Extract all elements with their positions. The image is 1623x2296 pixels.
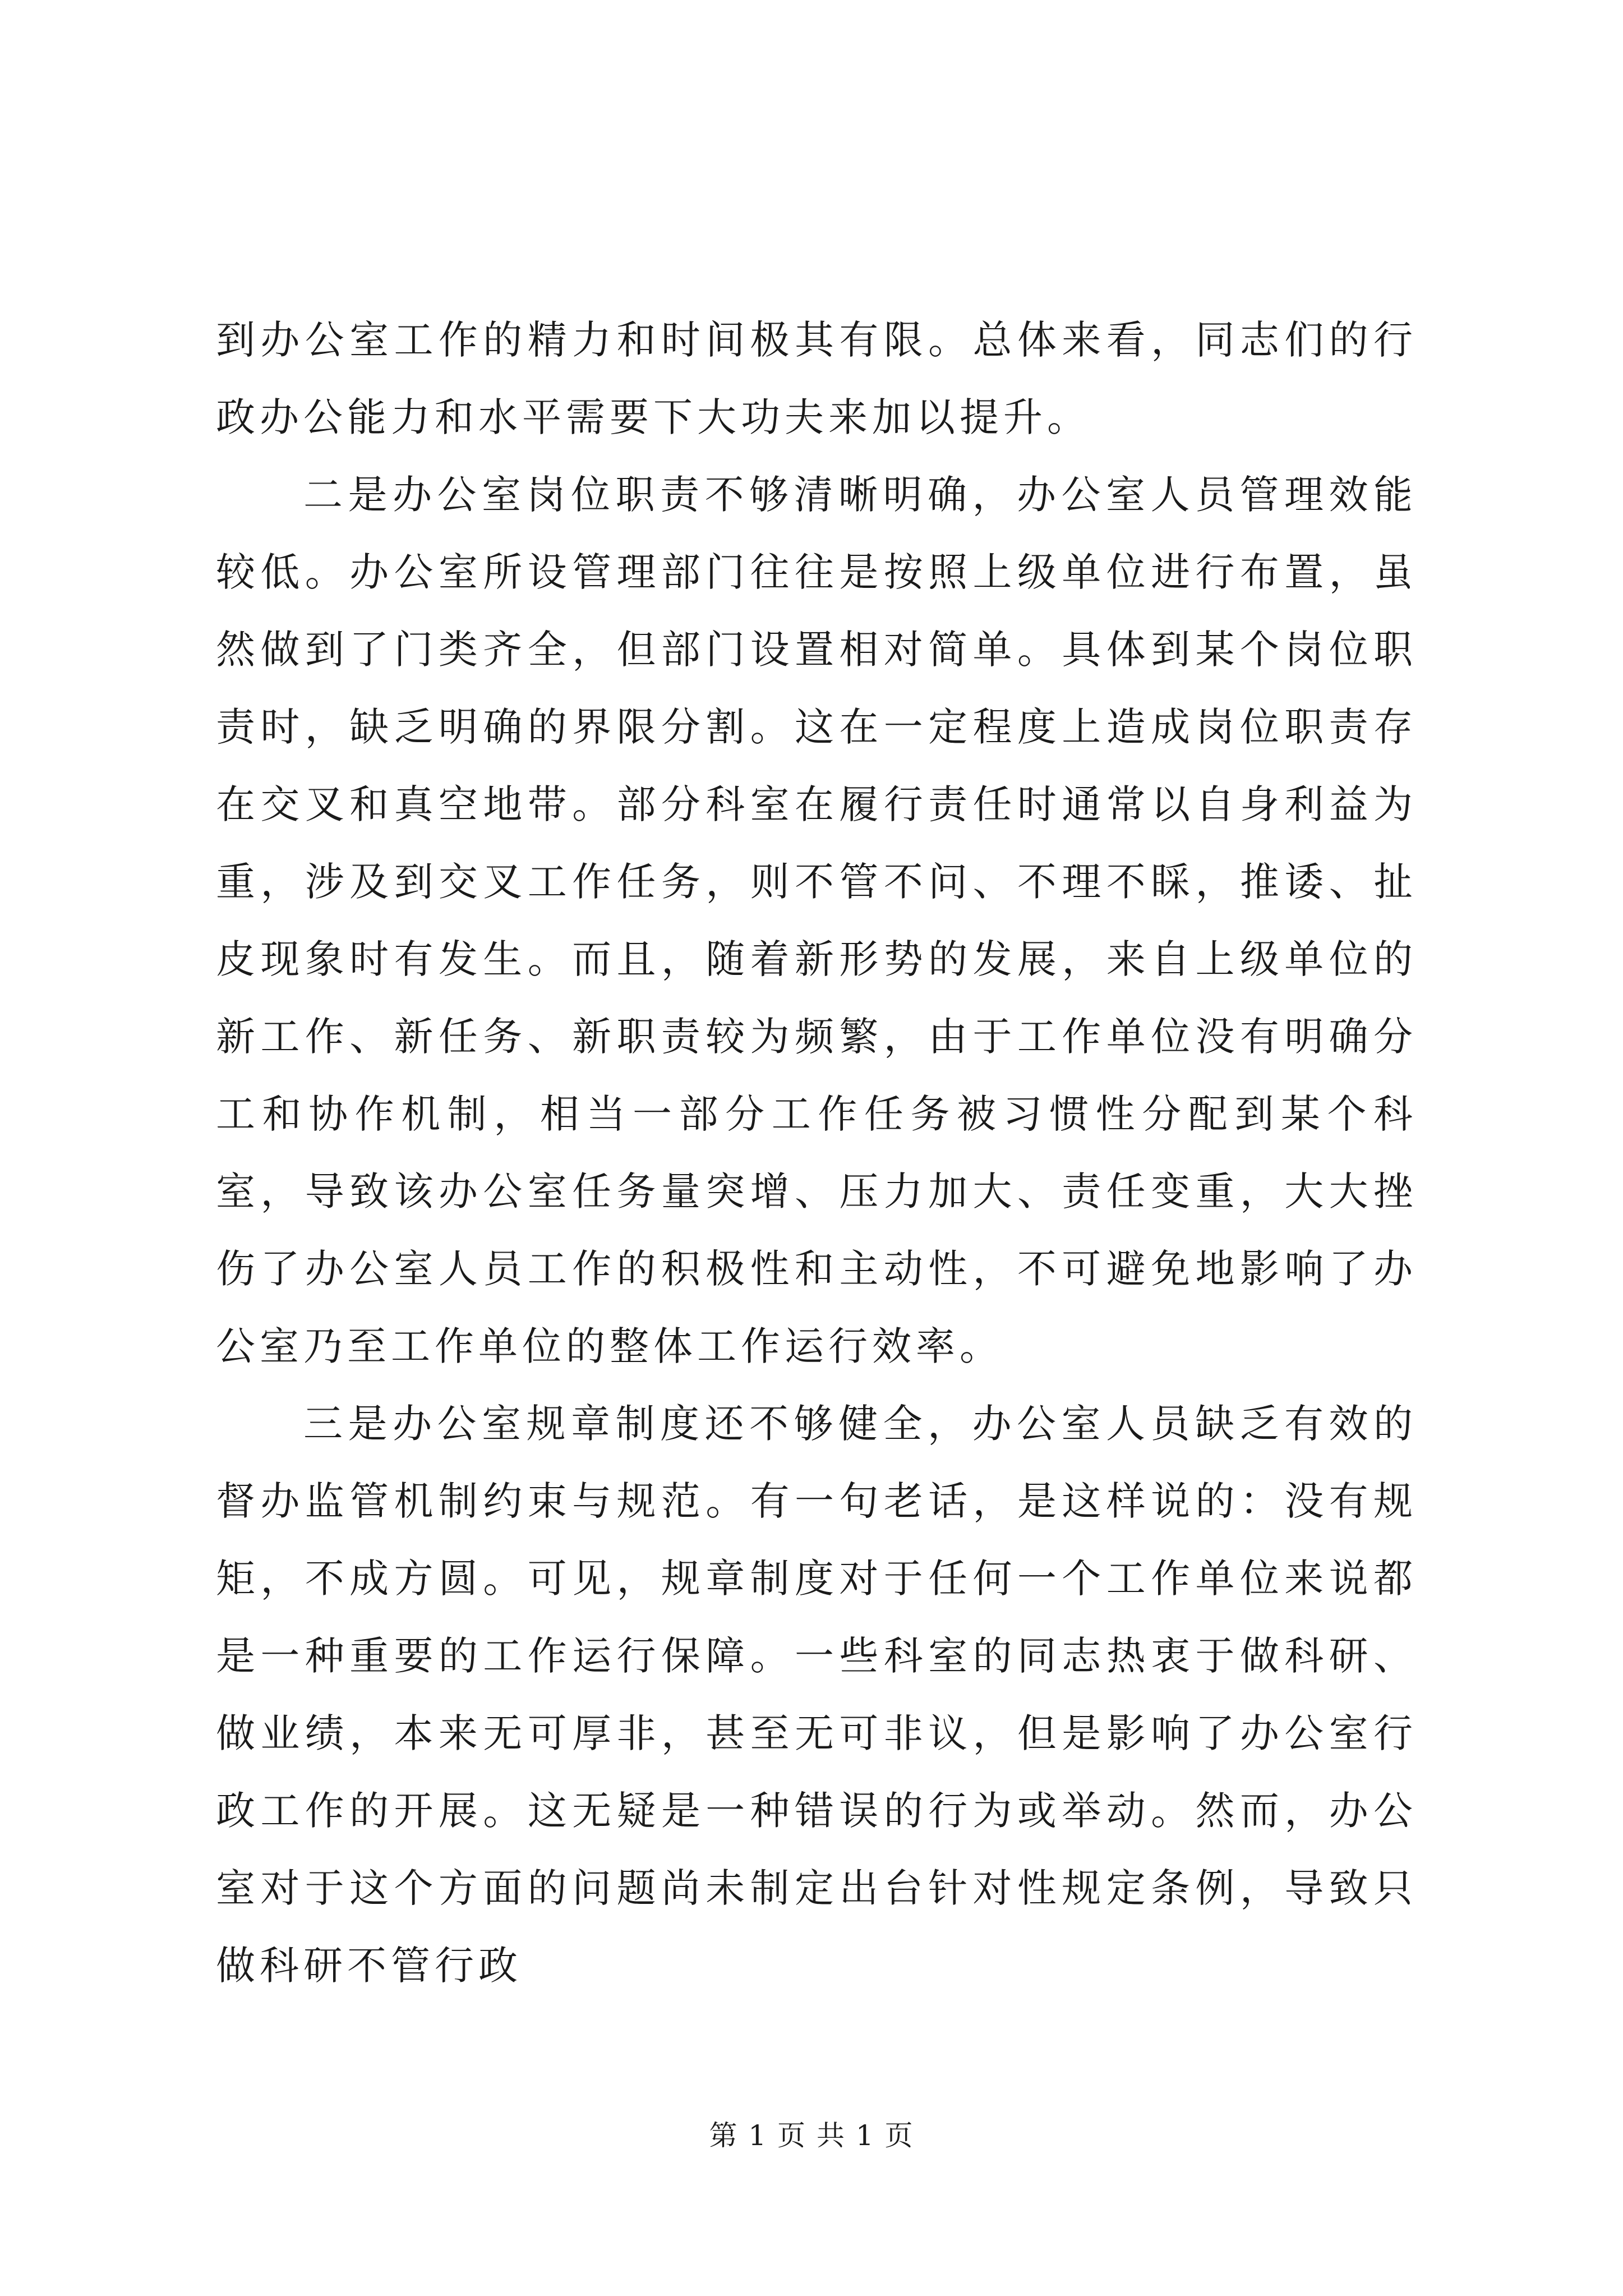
paragraph-point-two: 二是办公室岗位职责不够清晰明确，办公室人员管理效能较低。办公室所设管理部门往往是按照上级单位进行布置，虽然做到了门类齐全，但部门设置相对简单。具体到某个岗位职责时，缺乏明确的界限分割。这在一定程度上造成岗位职责存在交叉和真空地带。部分科室在履行责任时通常以自身利益为重，涉及到交叉工作任务，则不管不问、不理不睬，推诿、扯皮现象时有发生。而且，随着新形势的发展，来自上级单位的新工作、新任务、新职责较为频繁，由于工作单位没有明确分工和协作机制，相当一部分工作任务被习惯性分配到某个科室，导致该办公室任务量突增、压力加大、责任变重，大大挫伤了办公室人员工作的积极性和主动性，不可避免地影响了办公室乃至工作单位的整体工作运行效率。 [216, 472, 1417, 1369]
paragraph-continuation: 到办公室工作的精力和时间极其有限。总体来看，同志们的行政办公能力和水平需要下大功夫来加以提升。 [216, 317, 1417, 440]
document-body [216, 301, 1417, 2004]
page-footer: 第 1 页 共 1 页 [709, 2119, 914, 2152]
paragraph-point-three: 三是办公室规章制度还不够健全，办公室人员缺乏有效的督办监管机制约束与规范。有一句老话，是这样说的：没有规矩，不成方圆。可见，规章制度对于任何一个工作单位来说都是一种重要的工作运行保障。一些科室的同志热衷于做科研、做业绩，本来无可厚非，甚至无可非议，但是影响了办公室行政工作的开展。这无疑是一种错误的行为或举动。然而，办公室对于这个方面的问题尚未制定出台针对性规定条例，导致只做科研不管行政 [216, 1401, 1417, 1989]
